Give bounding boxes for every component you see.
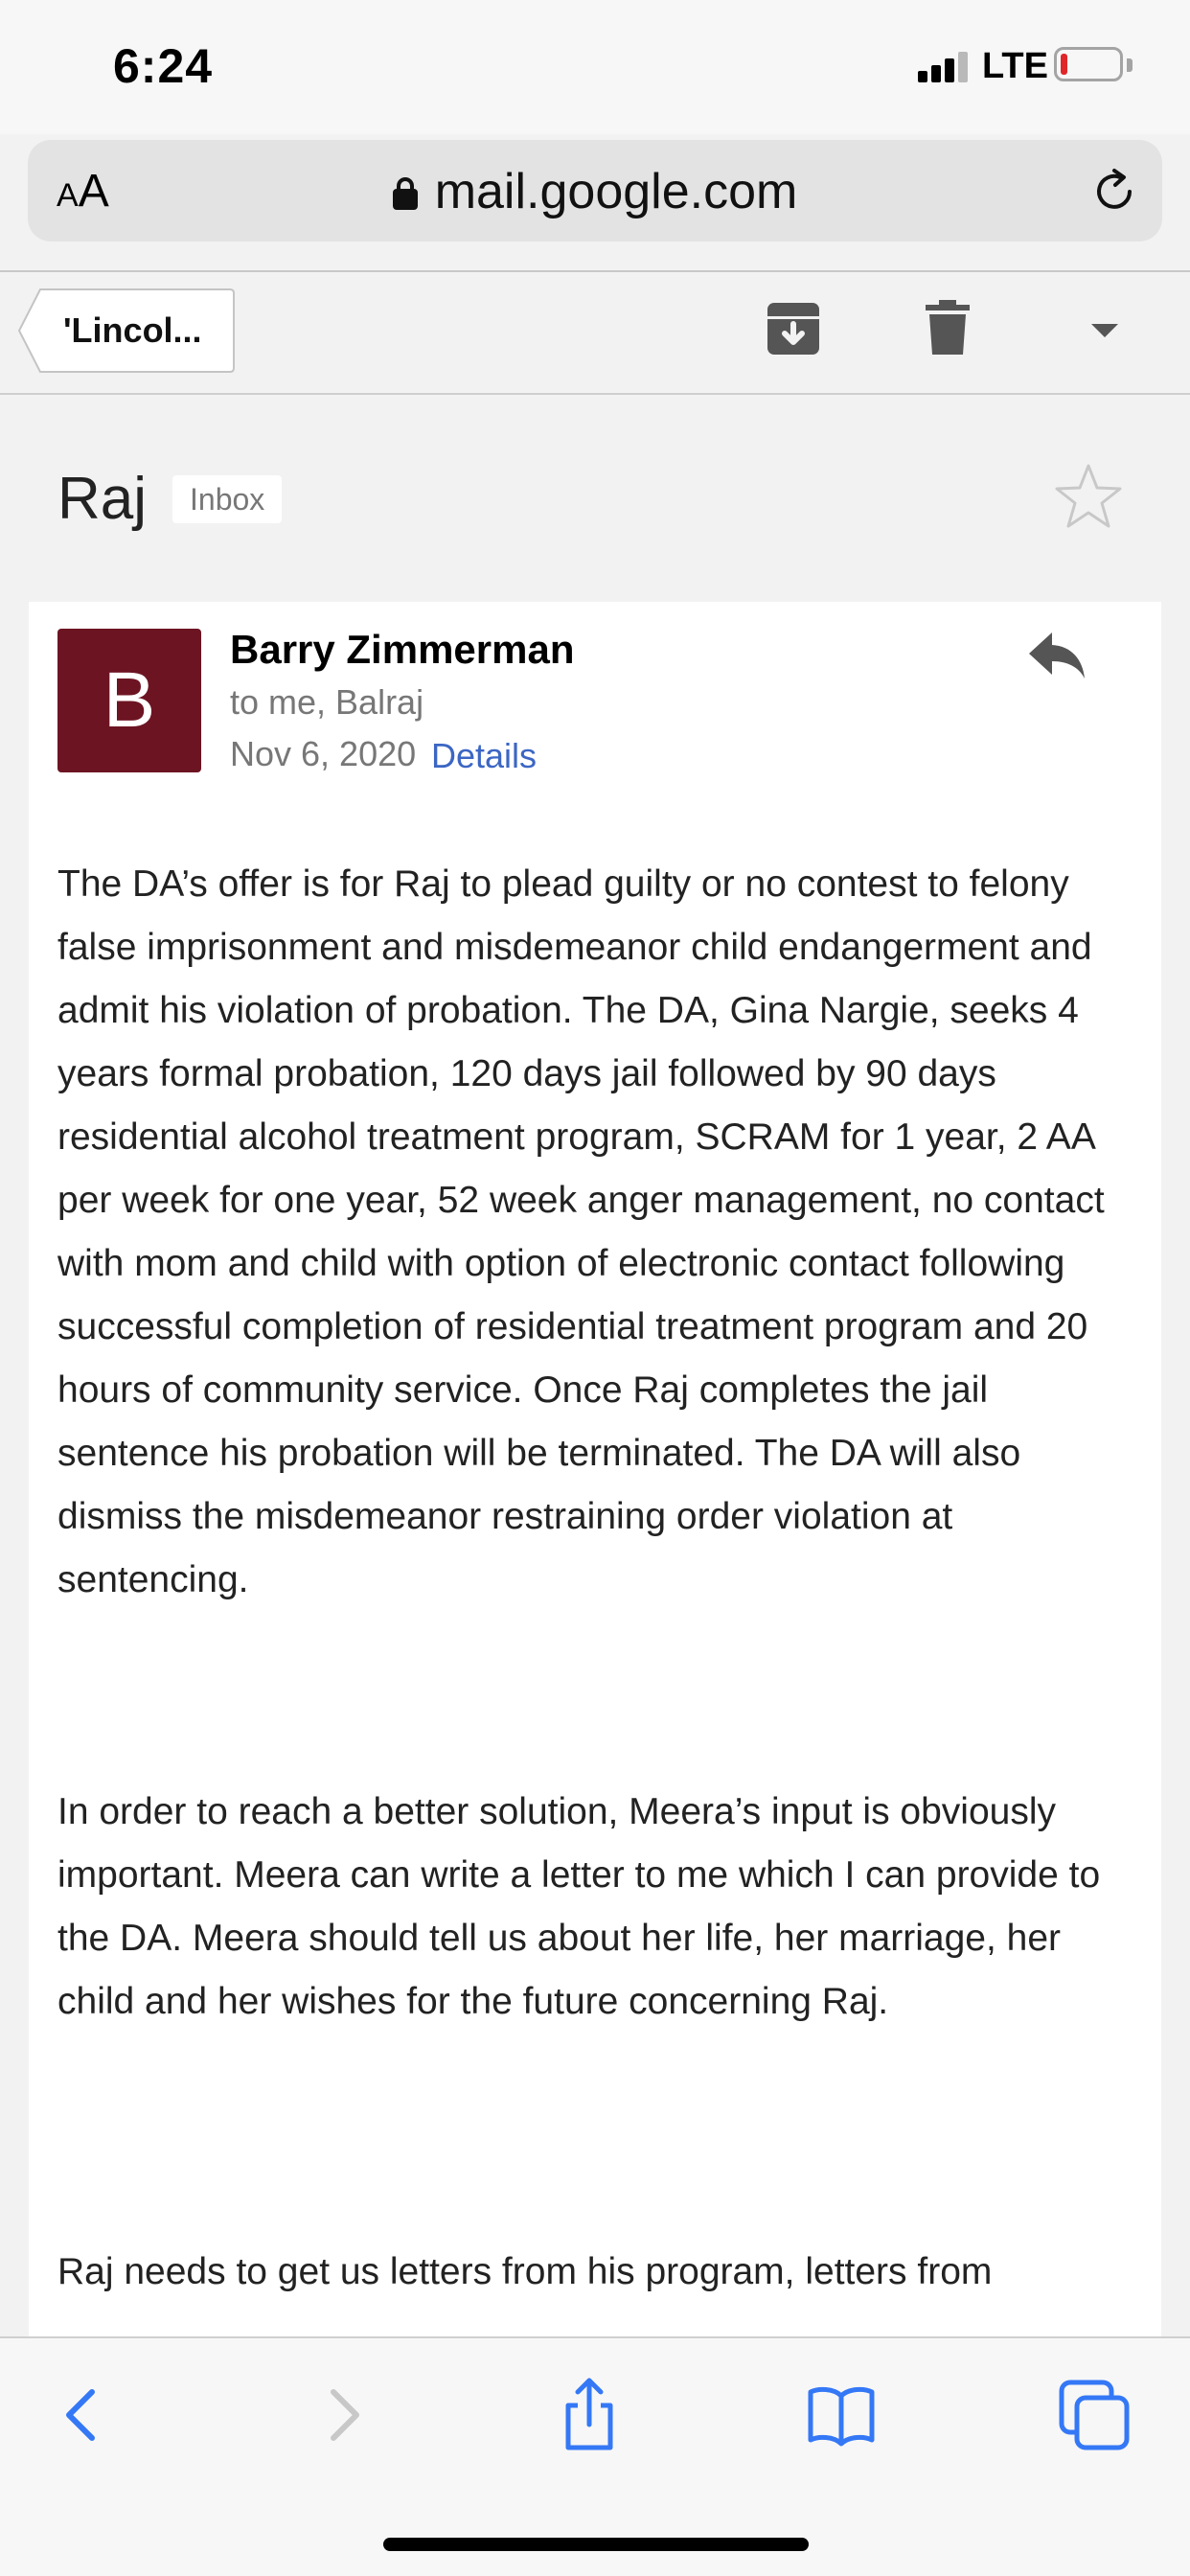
forward-arrow-icon[interactable]: [303, 2377, 379, 2453]
recipients: to me, Balraj: [230, 682, 424, 722]
inbox-label-badge[interactable]: Inbox: [172, 475, 282, 523]
address-bar[interactable]: [28, 140, 1162, 242]
thread-subject: Raj: [57, 466, 148, 532]
battery-icon: [1054, 47, 1123, 81]
details-link[interactable]: Details: [431, 736, 538, 775]
bookmarks-icon[interactable]: [803, 2377, 880, 2453]
sender-avatar: B: [57, 629, 201, 772]
sender-name: Barry Zimmerman: [230, 627, 575, 672]
back-to-list-label: 'Lincol...: [63, 310, 202, 350]
status-bar: [0, 0, 1190, 134]
archive-icon[interactable]: [760, 295, 827, 362]
reply-icon[interactable]: [1025, 627, 1088, 684]
network-type: LTE: [982, 46, 1048, 86]
signal-strength-icon: [918, 50, 970, 82]
message-paragraph: In order to reach a better solution, Meera’s input is obviously important. Meera can write a letter to me which I can provide to the DA. Meera should tell us about her life, her marriage, her child and her wishes for the future concerning Raj.: [57, 1791, 1101, 2022]
divider: [0, 393, 1190, 395]
tabs-icon[interactable]: [1056, 2377, 1133, 2453]
star-icon[interactable]: [1054, 462, 1123, 531]
url-display[interactable]: [28, 163, 1162, 220]
mail-toolbar: [0, 272, 1190, 393]
trash-icon[interactable]: [914, 295, 981, 362]
message-date: Nov 6, 2020: [230, 734, 417, 773]
battery-level: [1061, 54, 1067, 75]
url-text: mail.google.com: [434, 164, 798, 219]
browser-bottom-toolbar: [0, 2336, 1190, 2576]
dropdown-arrow-icon[interactable]: [1071, 295, 1138, 362]
message-paragraph: The DA’s offer is for Raj to plead guilty or no contest to felony false imprisonment and misdemeanor child endangerment and admit his violation of probation. The DA, Gina Nargie, seeks 4 years formal probation, 120 days jail followed by 90 days residential alcohol treatment program, SCRAM for 1 year, 2 AA per week for one year, 52 week anger management, no contact with mom and child with option of electronic contact following successful completion of residential treatment program and 20 hours of community service. Once Raj completes the jail sentence his probation will be terminated. The DA will also dismiss the misdemeanor restraining order violation at sentencing.: [57, 863, 1105, 1600]
share-icon[interactable]: [551, 2377, 628, 2453]
back-arrow-icon[interactable]: [46, 2377, 123, 2453]
lock-icon: [393, 177, 418, 210]
reload-icon[interactable]: [1087, 165, 1141, 218]
status-time: 6:24: [113, 39, 214, 93]
battery-cap: [1127, 58, 1133, 72]
message-card: [29, 602, 1161, 2576]
back-to-list-button[interactable]: [17, 288, 236, 374]
message-paragraph: Raj needs to get us letters from his program, letters from: [57, 2251, 993, 2292]
home-indicator: [383, 2538, 809, 2551]
text-size-button[interactable]: AA: [57, 166, 109, 217]
